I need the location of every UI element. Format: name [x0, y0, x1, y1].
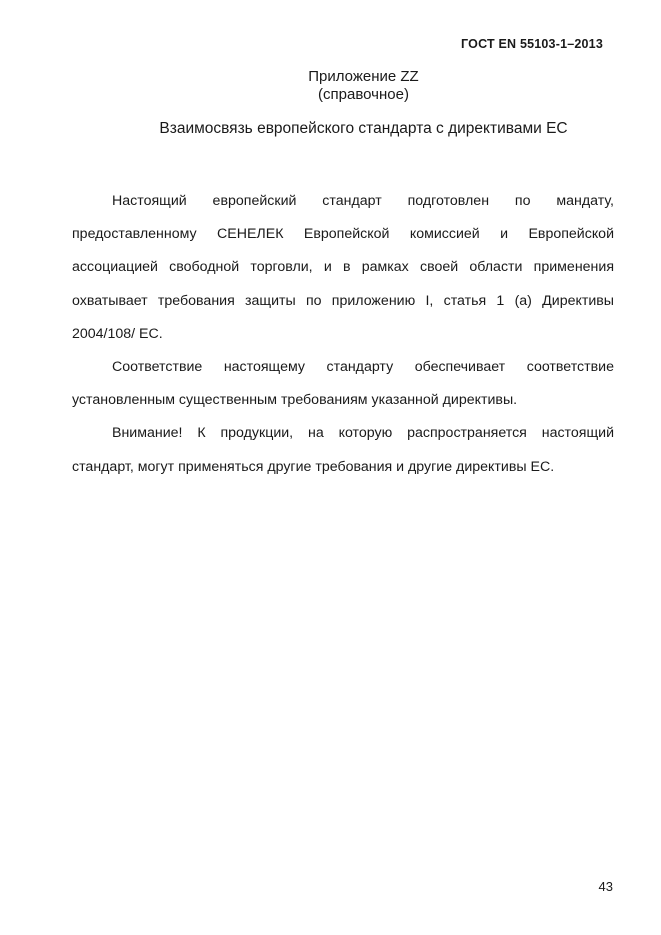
- annex-subtitle: (справочное): [318, 86, 409, 103]
- page-number: 43: [598, 879, 613, 894]
- paragraph: Внимание! К продукции, на которую распространяется настоящий стандарт, могут применяться другие требования и другие директивы ЕС.: [72, 425, 614, 475]
- body-text: [72, 185, 614, 484]
- section-heading: Взаимосвязь европейского стандарта с директивами ЕС: [159, 120, 568, 137]
- annex-title: Приложение ZZ: [308, 68, 419, 85]
- paragraph: Соответствие настоящему стандарту обеспечивает соответствие установленным существенным требованиям указанной директивы.: [72, 359, 614, 409]
- annex-title-block: [0, 68, 661, 104]
- document-code: ГОСТ EN 55103-1–2013: [461, 37, 603, 51]
- paragraph: Настоящий европейский стандарт подготовлен по мандату, предоставленному СЕНЕЛЕК Европейской комиссией и Европейской ассоциацией свободной торговли, и в рамках своей области применения охватывает требования защиты по приложению I, статья 1 (а) Директивы 2004/108/ ЕС.: [72, 193, 614, 342]
